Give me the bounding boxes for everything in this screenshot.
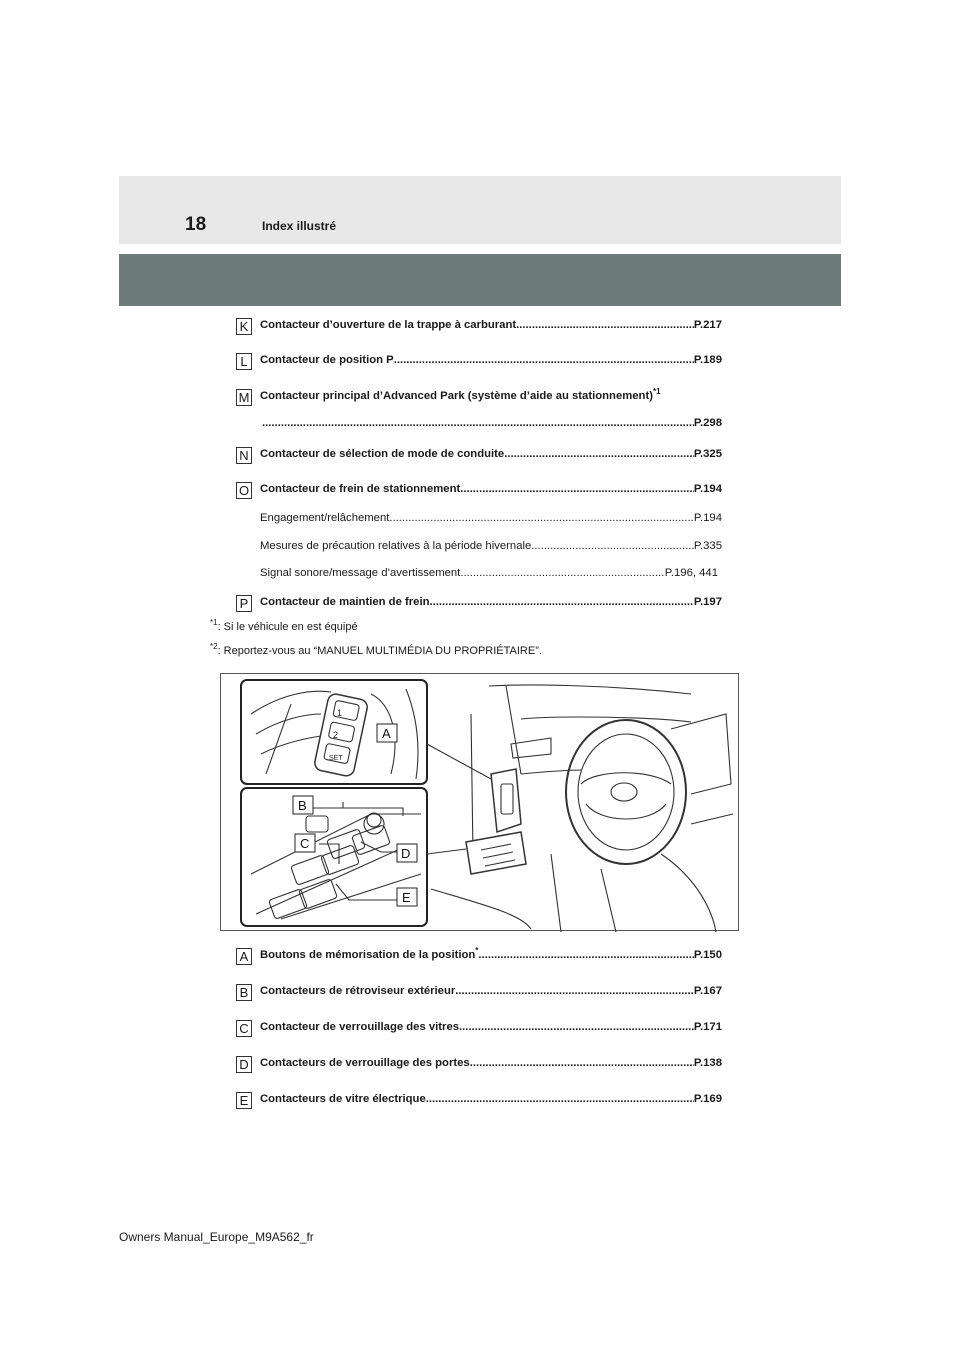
letter-marker: N xyxy=(236,447,252,464)
page-ref[interactable]: P.150 xyxy=(693,949,722,961)
page-ref[interactable]: P.189 xyxy=(693,354,722,366)
letter-marker: C xyxy=(236,1020,252,1037)
letter-marker: M xyxy=(236,389,252,406)
entry-label: Boutons de mémorisation de la position xyxy=(260,949,476,961)
footnote-mark: *1 xyxy=(652,387,661,396)
index-entry-n[interactable] xyxy=(236,447,722,465)
index-entry-p[interactable] xyxy=(236,595,722,613)
subentry-label: Signal sonore/message d’avertissement xyxy=(260,567,461,579)
entry-label: Contacteur de position P xyxy=(260,354,394,366)
entry-label: Contacteurs de rétroviseur extérieur xyxy=(260,985,456,997)
entry-label: Contacteurs de verrouillage des portes xyxy=(260,1057,470,1069)
page-ref[interactable]: P.171 xyxy=(693,1021,722,1033)
letter-marker: B xyxy=(236,984,252,1001)
callout-e: E xyxy=(402,890,411,905)
section-title: Index illustré xyxy=(262,219,337,233)
subentry[interactable] xyxy=(236,511,722,529)
index-entry-d[interactable] xyxy=(236,1056,722,1074)
entry-label: Contacteur d’ouverture de la trappe à carburant xyxy=(260,319,517,331)
page-ref[interactable]: P.167 xyxy=(693,985,722,997)
document-footer: Owners Manual_Europe_M9A562_fr xyxy=(119,1230,314,1244)
memory-button-2-label: 2 xyxy=(333,730,339,740)
index-entry-c[interactable] xyxy=(236,1020,722,1038)
subentry[interactable] xyxy=(236,539,722,557)
index-entry-k[interactable] xyxy=(236,318,722,336)
page-ref[interactable]: P.194 xyxy=(693,483,722,495)
entry-label: Contacteur de frein de stationnement xyxy=(260,483,461,495)
entry-label: Contacteur de verrouillage des vitres xyxy=(260,1021,460,1033)
set-button-label: SET xyxy=(329,755,343,762)
entry-label: Contacteur principal d’Advanced Park (système d’aide au stationnement) xyxy=(260,390,653,402)
entry-label: Contacteurs de vitre électrique xyxy=(260,1093,426,1105)
letter-marker: L xyxy=(236,353,252,370)
callout-b: B xyxy=(298,798,307,813)
index-entry-e[interactable] xyxy=(236,1092,722,1110)
page-ref[interactable]: P.169 xyxy=(693,1093,722,1105)
memory-button-1-label: 1 xyxy=(337,708,343,718)
footnote-2: $^{*2}$: Reportez-vous au “MANUEL MULTIMÉDIA DU PROPRIÉTAIRE”. xyxy=(210,642,542,657)
index-entry-l[interactable] xyxy=(236,353,722,371)
page-ref[interactable]: P.196, 441 xyxy=(664,567,718,579)
subentry-label: Mesures de précaution relatives à la période hivernale xyxy=(260,540,532,552)
page-ref[interactable]: P.194 xyxy=(693,512,722,524)
letter-marker: P xyxy=(236,595,252,612)
index-entry-a[interactable] xyxy=(236,948,722,966)
subentry[interactable] xyxy=(236,566,718,584)
dashboard-illustration xyxy=(220,673,739,931)
letter-marker: D xyxy=(236,1056,252,1073)
callout-a: A xyxy=(382,726,391,741)
page-number: 18 xyxy=(185,214,207,235)
page-ref[interactable]: P.138 xyxy=(693,1057,722,1069)
page-ref[interactable]: P.298 xyxy=(693,417,722,429)
entry-label: Contacteur de sélection de mode de conduite xyxy=(260,448,505,460)
footnote-mark: * xyxy=(475,946,479,955)
cockpit-line-drawing xyxy=(221,674,740,932)
callout-d: D xyxy=(401,846,411,861)
header-band xyxy=(119,176,841,244)
subentry-label: Engagement/relâchement xyxy=(260,512,390,524)
callout-c: C xyxy=(300,836,310,851)
page-ref[interactable]: P.325 xyxy=(693,448,722,460)
entry-label: Contacteur de maintien de frein xyxy=(260,596,430,608)
letter-marker: O xyxy=(236,482,252,499)
section-banner xyxy=(119,254,841,306)
index-entry-m[interactable] xyxy=(236,389,722,407)
page-ref[interactable]: P.335 xyxy=(693,540,722,552)
letter-marker: K xyxy=(236,318,252,335)
index-entry-b[interactable] xyxy=(236,984,722,1002)
page-ref[interactable]: P.217 xyxy=(693,319,722,331)
index-entry-m-page xyxy=(236,416,722,434)
footnote-1: $^{*1}$: Si le véhicule en est équipé xyxy=(210,618,358,633)
index-entry-o[interactable] xyxy=(236,482,722,500)
letter-marker: A xyxy=(236,948,252,965)
page-ref[interactable]: P.197 xyxy=(693,596,722,608)
letter-marker: E xyxy=(236,1092,252,1109)
